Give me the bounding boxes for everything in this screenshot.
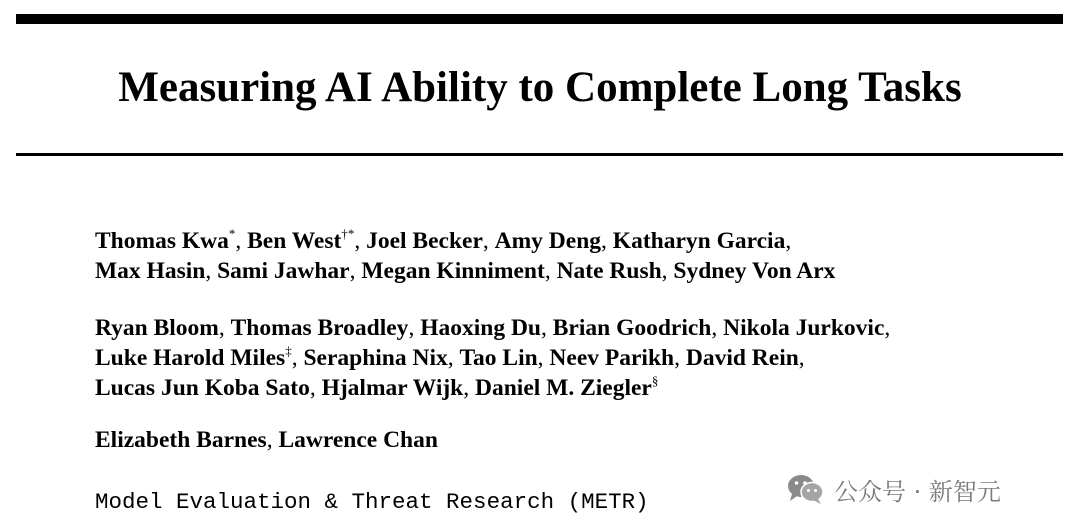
author-name: Daniel M. Ziegler	[475, 375, 652, 401]
author-separator: ,	[291, 345, 304, 371]
author-name: Thomas Broadley	[230, 315, 409, 341]
author-separator: ,	[798, 345, 805, 371]
author-name: Ben West	[247, 228, 342, 254]
author-separator: ,	[447, 345, 460, 371]
author-separator: ,	[540, 315, 553, 341]
author-separator: ,	[463, 375, 475, 401]
author-separator: ,	[349, 258, 362, 284]
author-separator: ,	[266, 427, 279, 453]
author-group	[95, 313, 890, 403]
author-name: Megan Kinniment	[361, 258, 545, 284]
author-separator: ,	[661, 258, 674, 284]
author-separator: ,	[205, 258, 218, 284]
author-footnote-mark: *	[228, 226, 236, 241]
author-name: Elizabeth Barnes	[95, 427, 267, 453]
author-separator: ,	[482, 228, 495, 254]
author-name: Katharyn Garcia	[612, 228, 786, 254]
author-name: Brian Goodrich	[552, 315, 712, 341]
watermark-text: 公众号 · 新智元	[834, 477, 1001, 506]
author-separator: ,	[884, 315, 891, 341]
wechat-icon	[786, 473, 824, 505]
author-name: Thomas Kwa	[95, 228, 229, 254]
author-name: Joel Becker	[366, 228, 483, 254]
author-separator: ,	[674, 345, 686, 371]
author-name: Sami Jawhar	[217, 258, 350, 284]
author-name: Max Hasin	[95, 258, 206, 284]
author-name: Sydney Von Arx	[673, 258, 836, 284]
author-name: Lawrence Chan	[278, 427, 438, 453]
author-group	[95, 425, 890, 455]
author-name: Amy Deng	[494, 228, 602, 254]
author-line	[95, 343, 890, 373]
affiliation: Model Evaluation & Threat Research (METR)	[95, 489, 649, 515]
author-name: Nikola Jurkovic	[723, 315, 885, 341]
author-name: Haoxing Du	[420, 315, 541, 341]
author-list	[95, 226, 890, 482]
author-line	[95, 226, 890, 256]
author-separator: ,	[235, 228, 248, 254]
author-name: Neev Parikh	[549, 345, 675, 371]
author-footnote-mark: †*	[341, 226, 355, 241]
author-name: Seraphina Nix	[303, 345, 448, 371]
author-name: David Rein	[685, 345, 799, 371]
author-separator: ,	[711, 315, 724, 341]
author-separator: ,	[537, 345, 550, 371]
top-rule	[16, 14, 1063, 24]
author-footnote-mark: ‡	[285, 343, 292, 358]
paper-title: Measuring AI Ability to Complete Long Tasks	[118, 64, 962, 111]
author-line	[95, 373, 890, 403]
author-name: Ryan Bloom	[95, 315, 219, 341]
author-separator: ,	[601, 228, 613, 254]
author-line	[95, 256, 890, 286]
author-separator: ,	[544, 258, 557, 284]
author-name: Lucas Jun Koba Sato	[95, 375, 310, 401]
author-name: Hjalmar Wijk	[321, 375, 464, 401]
author-group	[95, 226, 890, 286]
author-separator: ,	[309, 375, 322, 401]
author-name: Luke Harold Miles	[95, 345, 286, 371]
author-footnote-mark: §	[651, 373, 659, 388]
author-line	[95, 425, 890, 455]
author-name: Tao Lin	[459, 345, 538, 371]
watermark	[786, 471, 1001, 507]
author-separator: ,	[218, 315, 231, 341]
author-separator: ,	[408, 315, 421, 341]
author-separator: ,	[354, 228, 367, 254]
author-name: Nate Rush	[556, 258, 662, 284]
author-line	[95, 313, 890, 343]
title-rule	[16, 153, 1063, 156]
author-separator: ,	[785, 228, 792, 254]
